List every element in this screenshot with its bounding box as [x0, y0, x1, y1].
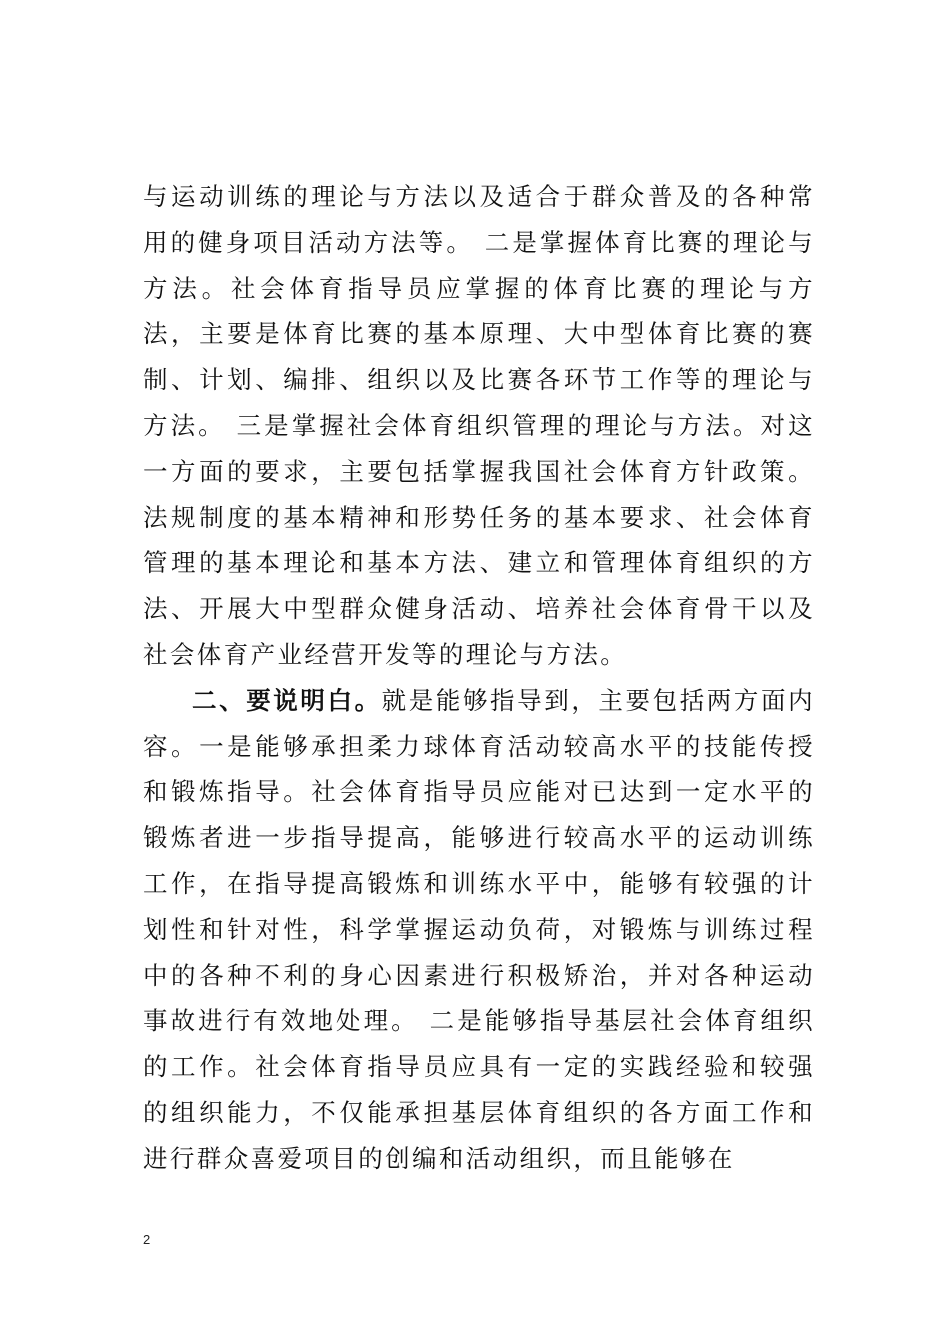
paragraph-section-two [143, 678, 815, 1182]
body-text [143, 174, 815, 1182]
page-number: 2 [143, 1232, 151, 1247]
section-heading: 二、要说明白。 [192, 685, 382, 715]
paragraph-continued: 与运动训练的理论与方法以及适合于群众普及的各种常用的健身项目活动方法等。 二是掌握体育比赛的理论与方法。社会体育指导员应掌握的体育比赛的理论与方法，主要是体育比赛的基本原理、大中型体育比赛的赛制、计划、编排、组织以及比赛各环节工作等的理论与方法。 三是掌握社会体育组织管理的理论与方法。对这一方面的要求，主要包括掌握我国社会体育方针政策。法规制度的基本精神和形势任务的基本要求、社会体育管理的基本理论和基本方法、建立和管理体育组织的方法、开展大中型群众健身活动、培养社会体育骨干以及社会体育产业经营开发等的理论与方法。 [143, 182, 815, 669]
section-body: 就是能够指导到，主要包括两方面内容。一是能够承担柔力球体育活动较高水平的技能传授和锻炼指导。社会体育指导员应能对已达到一定水平的锻炼者进一步指导提高，能够进行较高水平的运动训练工作，在指导提高锻炼和训练水平中，能够有较强的计划性和针对性，科学掌握运动负荷，对锻炼与训练过程中的各种不利的身心因素进行积极矫治，并对各种运动事故进行有效地处理。 二是能够指导基层社会体育组织的工作。社会体育指导员应具有一定的实践经验和较强的组织能力，不仅能承担基层体育组织的各方面工作和进行群众喜爱项目的创编和活动组织，而且能够在 [143, 685, 815, 1173]
